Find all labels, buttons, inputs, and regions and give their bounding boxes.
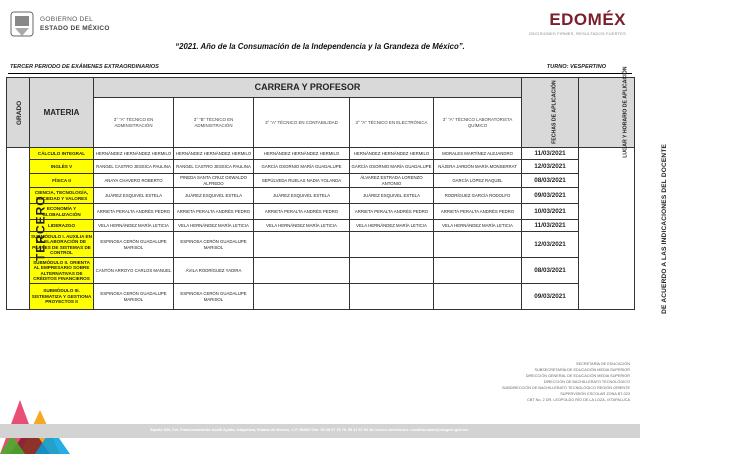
- teacher-cell: [434, 232, 522, 258]
- teacher-cell: ARRIETA PERALTA ANDRÉS PEDRO: [350, 204, 434, 220]
- teacher-cell: JUÁREZ ESQUIVEL ESTELA: [254, 188, 350, 204]
- date-cell: 09/03/2021: [522, 284, 579, 310]
- teacher-cell: [254, 284, 350, 310]
- subject-cell: LIDERAZGO: [30, 220, 94, 232]
- decorative-logo-shape: [0, 380, 70, 454]
- table-row: [7, 160, 635, 174]
- signature-line: DIRECCIÓN GENERAL DE EDUCACIÓN MEDIA SUPERIOR: [525, 374, 630, 378]
- date-cell: 12/03/2021: [522, 160, 579, 174]
- edomex-tagline: DECISIONES FIRMES, RESULTADOS FUERTES: [529, 31, 626, 36]
- period-bar: [8, 64, 632, 74]
- table-row: [7, 148, 635, 160]
- career-header: 3° “B” TÉCNICO EN ADMINISTRACIÓN: [174, 98, 254, 148]
- teacher-cell: JUÁREZ ESQUIVEL ESTELA: [350, 188, 434, 204]
- date-cell: 08/03/2021: [522, 258, 579, 284]
- edomex-brand: EDOMÉX: [549, 10, 626, 29]
- shift-label: TURNO: VESPERTINO: [546, 64, 606, 70]
- signature-line: DIRECCIÓN DE BACHILLERATO TECNOLÓGICO: [543, 380, 630, 384]
- teacher-cell: RANGEL CASTRO JESSICA PAULINA: [174, 160, 254, 174]
- subject-cell: SUBMÓDULO I. AUXILIA EN LA ELABORACIÓN DE PLANES DE SISTEMAS DE CONTROL: [30, 232, 94, 258]
- teacher-cell: HERNÁNDEZ HERNÁNDEZ HERMILO: [350, 148, 434, 160]
- table-row: [7, 174, 635, 188]
- teacher-cell: RANGEL CASTRO JESSICA PAULINA: [94, 160, 174, 174]
- teacher-cell: GARCÍA OSORNIO MARÍA GUADALUPE: [350, 160, 434, 174]
- subject-cell: CÁLCULO INTEGRAL: [30, 148, 94, 160]
- teacher-cell: ÁLVAREZ ESTRADA LORENZO ANTONIO: [350, 174, 434, 188]
- table-row: [7, 204, 635, 220]
- teacher-cell: GARCÍA LÓPEZ RAQUEL: [434, 174, 522, 188]
- location-cell: DE ACUERDO A LAS INDICACIONES DEL DOCENTE: [579, 148, 635, 310]
- materia-header: MATERIA: [30, 78, 94, 148]
- date-cell: 10/03/2021: [522, 204, 579, 220]
- date-cell: 11/03/2021: [522, 220, 579, 232]
- table-row: [7, 220, 635, 232]
- teacher-cell: VELA HERNÁNDEZ MARÍA LETICIA: [94, 220, 174, 232]
- subject-cell: CIENCIA, TECNOLOGÍA, SOCIEDAD Y VALORES: [30, 188, 94, 204]
- career-header: 3° “A” TÉCNICO EN ELECTRÓNICA: [350, 98, 434, 148]
- teacher-cell: HERNÁNDEZ HERNÁNDEZ HERMILO: [254, 148, 350, 160]
- teacher-cell: ARRIETA PERALTA ANDRÉS PEDRO: [94, 204, 174, 220]
- teacher-cell: HERNÁNDEZ HERNÁNDEZ HERMILO: [94, 148, 174, 160]
- career-header: 3° “A” TÉCNICO EN ADMINISTRACIÓN: [94, 98, 174, 148]
- teacher-cell: ARRIETA PERALTA ANDRÉS PEDRO: [174, 204, 254, 220]
- teacher-cell: HERNÁNDEZ HERNÁNDEZ HERMILO: [174, 148, 254, 160]
- gobierno-logo: [8, 10, 168, 42]
- teacher-cell: NÁJERA JARDÓN MARÍA MONSERRAT: [434, 160, 522, 174]
- subject-cell: INGLÉS V: [30, 160, 94, 174]
- teacher-cell: [350, 258, 434, 284]
- teacher-cell: ESPINOSA CERÓN GUADALUPE MARISOL: [174, 284, 254, 310]
- institution-signatures: [502, 361, 630, 403]
- lugar-header: LUGAR Y HORARIO DE APLICACIÓN: [579, 78, 635, 148]
- edomex-logo: [516, 10, 626, 42]
- teacher-cell: ESPINOSA CERÓN GUADALUPE MARISOL: [94, 284, 174, 310]
- date-cell: 11/03/2021: [522, 148, 579, 160]
- teacher-cell: VELA HERNÁNDEZ MARÍA LETICIA: [254, 220, 350, 232]
- teacher-cell: [434, 284, 522, 310]
- teacher-cell: [434, 258, 522, 284]
- date-cell: 09/03/2021: [522, 188, 579, 204]
- teacher-cell: ARRIETA PERALTA ANDRÉS PEDRO: [254, 204, 350, 220]
- teacher-cell: [350, 284, 434, 310]
- date-cell: 08/03/2021: [522, 174, 579, 188]
- gobierno-label: GOBIERNO DEL: [40, 16, 94, 23]
- signature-line: SUPERVISIÓN ESCOLAR ZONA BT-023: [560, 392, 630, 396]
- teacher-cell: GARCÍA OSORNIO MARÍA GUADALUPE: [254, 160, 350, 174]
- period-title: TERCER PERIODO DE EXÁMENES EXTRAORDINARIOS: [10, 64, 159, 70]
- subject-cell: FÍSICA II: [30, 174, 94, 188]
- subject-cell: ECONOMÍA Y GLOBALIZACIÓN: [30, 204, 94, 220]
- signature-line: SECRETARÍA DE EDUCACIÓN: [576, 362, 630, 366]
- career-header: 3° “A” TÉCNICO LABORATORISTA QUÍMICO: [434, 98, 522, 148]
- signature-line: SUBDIRECCIÓN DE BACHILLERATO TECNOLÓGICO REGIÓN ORIENTE: [501, 386, 630, 390]
- grado-header: GRADO: [7, 78, 30, 148]
- estado-label: ESTADO DE MÉXICO: [40, 25, 110, 32]
- teacher-cell: JUÁREZ ESQUIVEL ESTELA: [94, 188, 174, 204]
- footer-address: Zapote S/N, Col. Fraccionamiento Izcalli Ayotla, Ixtapaluca, Estado de México, C.P. 56560 Tels: 55 48 97 79 79, 55 41 97 82 28 Correo electrónico: rosalina.salas@edugem.gob.mx: [150, 428, 469, 432]
- teacher-cell: RODRÍGUEZ GARCÍA RODOLFO: [434, 188, 522, 204]
- teacher-cell: MORALES MARTÍNEZ ALEJANDRO: [434, 148, 522, 160]
- teacher-cell: [254, 258, 350, 284]
- table-row: [7, 188, 635, 204]
- signature-line: SUBSECRETARÍA DE EDUCACIÓN MEDIA SUPERIOR: [534, 368, 630, 372]
- teacher-cell: ESPINOSA CERÓN GUADALUPE MARISOL: [174, 232, 254, 258]
- teacher-cell: PINEDA SANTA CRUZ OSWALDO ALFREDO: [174, 174, 254, 188]
- teacher-cell: [350, 232, 434, 258]
- grado-cell: TERCERO: [7, 148, 30, 310]
- subject-cell: SUBMÓDULO III. SISTEMATIZA Y GESTIONA PROYECTOS II: [30, 284, 94, 310]
- teacher-cell: [254, 232, 350, 258]
- teacher-cell: ÁVILA RODRÍGUEZ YADIRA: [174, 258, 254, 284]
- subject-cell: SUBMÓDULO II. ORIENTA AL EMPRESARIO SOBRE ALTERNATIVAS DE CRÉDITOS FINANCIEROS: [30, 258, 94, 284]
- table-row: [7, 258, 635, 284]
- career-header: 3° “A” TÉCNICO EN CONTABILIDAD: [254, 98, 350, 148]
- date-cell: 12/03/2021: [522, 232, 579, 258]
- teacher-cell: ESPINOSA CERÓN GUADALUPE MARISOL: [94, 232, 174, 258]
- teacher-cell: CANTÓN ARROYO CARLOS MANUEL: [94, 258, 174, 284]
- year-motto: “2021. Año de la Consumación de la Independencia y la Grandeza de México”.: [175, 42, 465, 51]
- teacher-cell: JUÁREZ ESQUIVEL ESTELA: [174, 188, 254, 204]
- teacher-cell: VELA HERNÁNDEZ MARÍA LETICIA: [350, 220, 434, 232]
- teacher-cell: VELA HERNÁNDEZ MARÍA LETICIA: [174, 220, 254, 232]
- table-row: [7, 232, 635, 258]
- table-row: [7, 284, 635, 310]
- state-seal-icon: [8, 10, 36, 40]
- signature-line: CBT No. 2 DR. LEOPOLDO RÍO DE LA LOZA, IXTAPALUCA: [527, 398, 630, 402]
- teacher-cell: VELA HERNÁNDEZ MARÍA LETICIA: [434, 220, 522, 232]
- fechas-header: FECHAS DE APLICACIÓN: [522, 78, 579, 148]
- carrera-header: CARRERA Y PROFESOR: [94, 78, 522, 98]
- teacher-cell: ANAYA CHAVERO ROBERTO: [94, 174, 174, 188]
- teacher-cell: ARRIETA PERALTA ANDRÉS PEDRO: [434, 204, 522, 220]
- teacher-cell: SEPÚLVEDA RUELAS NADIA YOLANDA: [254, 174, 350, 188]
